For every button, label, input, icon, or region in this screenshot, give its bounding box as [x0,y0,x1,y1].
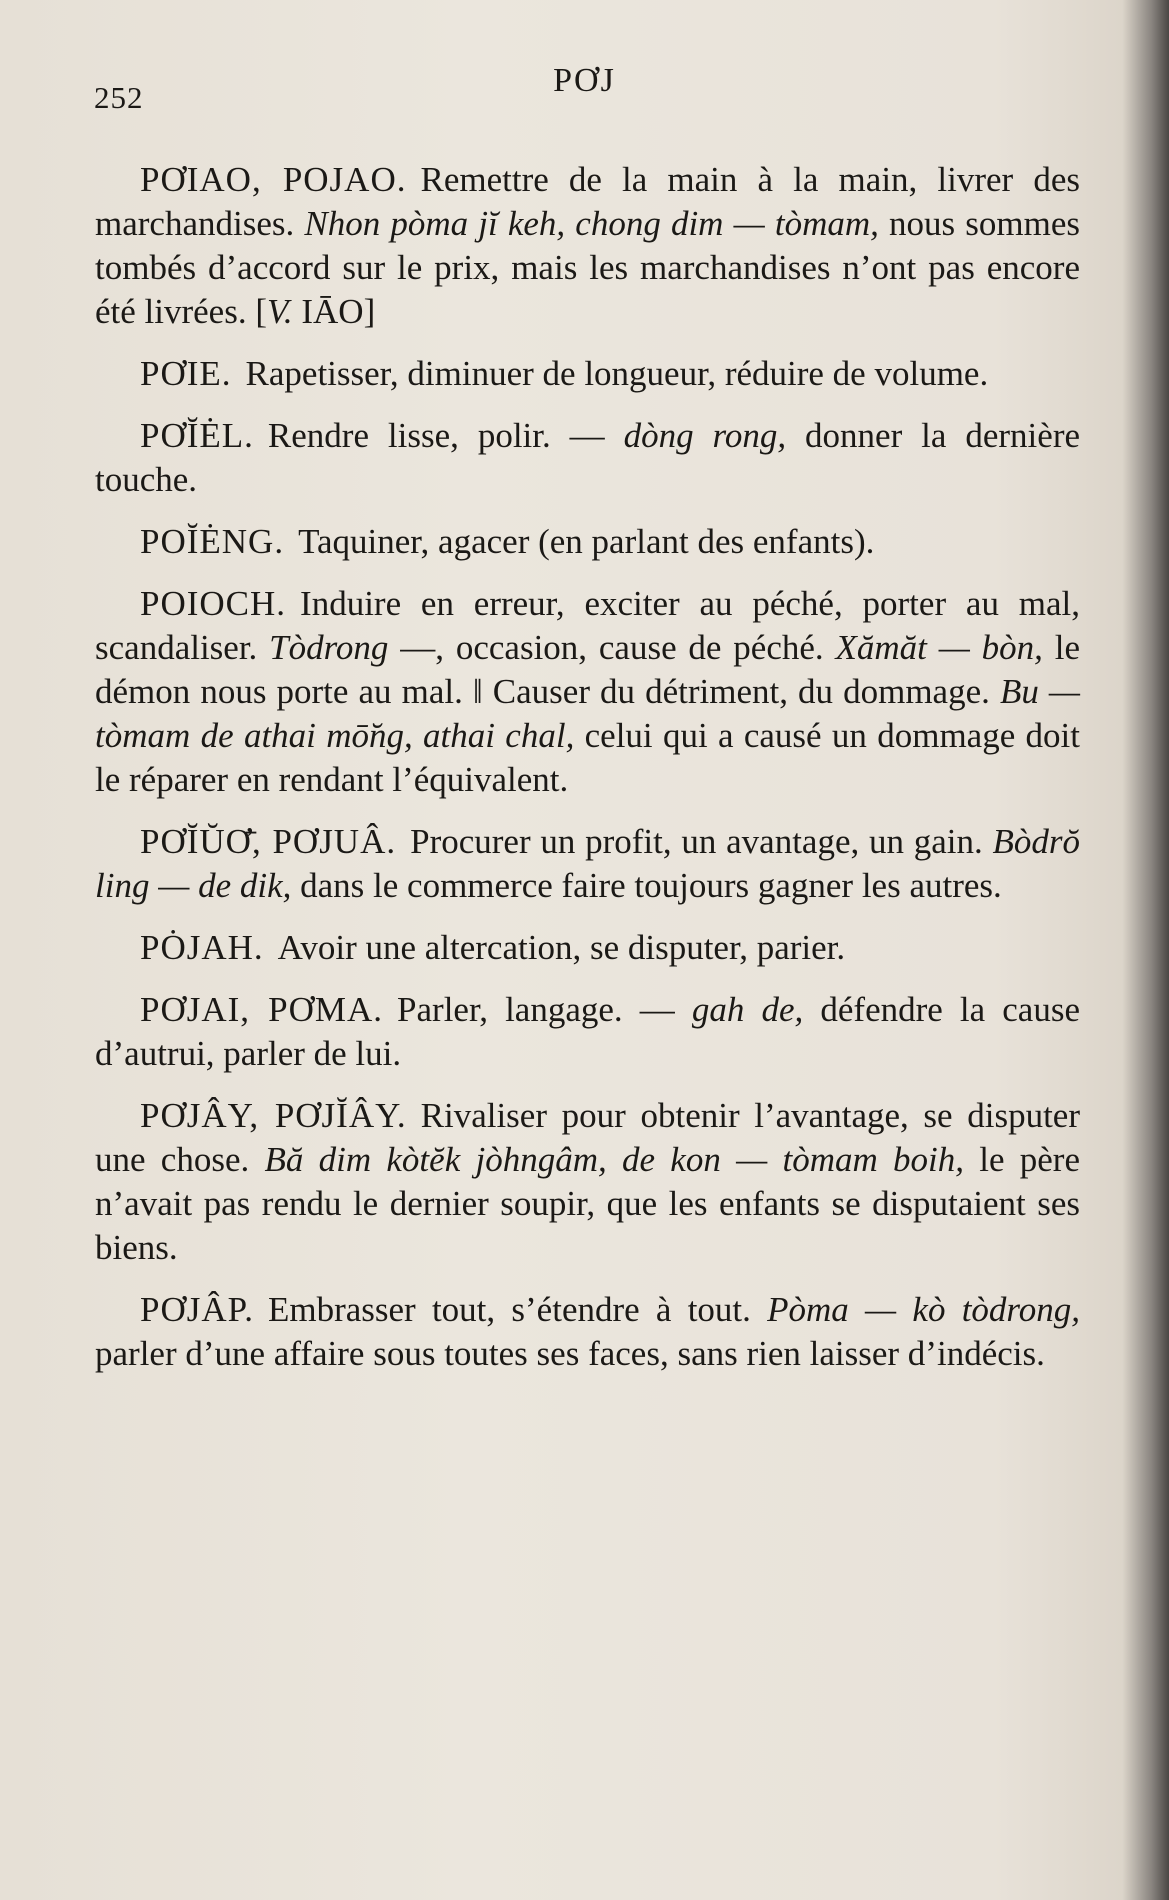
entry-headword: POIOCH. [140,584,287,623]
definition-text: Remettre de la main à la main, livrer des marchandises. [95,160,1080,243]
page-number: 252 [94,80,144,115]
dictionary-entry [95,926,1080,970]
definition-text: le père n’avait pas rendu le dernier soupir, que les enfants se disputaient ses biens. [95,1140,1080,1267]
dictionary-entry [95,414,1080,502]
dictionary-entry [95,158,1080,334]
entry-headword: POĬĖNG. [140,522,285,561]
dictionary-entry [95,988,1080,1076]
definition-text: Rapetisser, diminuer de longueur, réduire de volume. [245,354,989,393]
definition-text: IĀO] [292,292,376,331]
definition-text: défendre la cause d’autrui, parler de lui. [95,990,1081,1073]
definition-text: Rendre lisse, polir. — [267,416,624,455]
dictionary-entry [95,352,1080,396]
definition-text: dans le commerce faire toujours gagner les autres. [291,866,1002,905]
definition-text: Taquiner, agacer (en parlant des enfants). [298,522,875,561]
definition-text: Avoir une altercation, se disputer, parier. [277,928,846,967]
entry-headword: PƠIE. [140,354,232,393]
example-text: Xămăt — bòn, [835,628,1043,667]
example-text: Bu — tòmam de athai mō̆ng, athai chal, [95,672,1081,755]
example-text: dòng rong, [623,416,787,455]
definition-text: Embrasser tout, s’étendre à tout. [267,1290,768,1329]
definition-text: le démon nous porte au mal. ‖ Causer du détriment, du dommage. [95,628,1081,711]
definition-text: —, occasion, cause de péché. [388,628,836,667]
definition-text: donner la dernière touche. [95,416,1081,499]
entry-headword: PƠIAO, POJAO. [140,160,407,199]
entry-headword: PȮJAH. [140,928,264,967]
running-head: PƠJ [553,62,616,99]
entry-headword: PƠJAI, PƠMA. [140,990,384,1029]
entry-headword: PƠĬŬƠ̄, PƠJUÂ. [140,822,397,861]
dictionary-entries [95,158,1080,1394]
entry-headword: PƠJÂY, PƠJĬÂY. [140,1096,407,1135]
example-text: Pòma — kò tòdrong, [767,1290,1080,1329]
example-text: Bă dim kòtĕk jòhngâm, de kon — tòmam boih, [264,1140,964,1179]
dictionary-entry [95,820,1080,908]
dictionary-entry [95,520,1080,564]
example-text: V. [267,292,293,331]
dictionary-entry [95,1094,1080,1270]
definition-text: parler d’une affaire sous toutes ses faces, sans rien laisser d’indécis. [95,1334,1045,1373]
example-text: Nhon pòma jĭ keh, chong dim — tòmam, [304,204,879,243]
definition-text: celui qui a causé un dommage doit le réparer en rendant l’équivalent. [95,716,1081,799]
definition-text: nous sommes tombés d’accord sur le prix, mais les marchandises n’ont pas encore été livrées. [ [95,204,1080,331]
example-text: Bòdrŏ ling — de dik, [95,822,1080,905]
dictionary-entry [95,582,1080,802]
definition-text: Rivaliser pour obtenir l’avantage, se disputer une chose. [95,1096,1080,1179]
entry-headword: PƠĬĖL. [140,416,254,455]
example-text: Tòdrong [269,628,389,667]
definition-text: Procurer un profit, un avantage, un gain. [410,822,993,861]
example-text: gah de, [691,990,804,1029]
dictionary-entry [95,1288,1080,1376]
definition-text: Parler, langage. — [397,990,692,1029]
entry-headword: PƠJÂP. [140,1290,254,1329]
definition-text: Induire en erreur, exciter au péché, porter au mal, scandaliser. [95,584,1080,667]
